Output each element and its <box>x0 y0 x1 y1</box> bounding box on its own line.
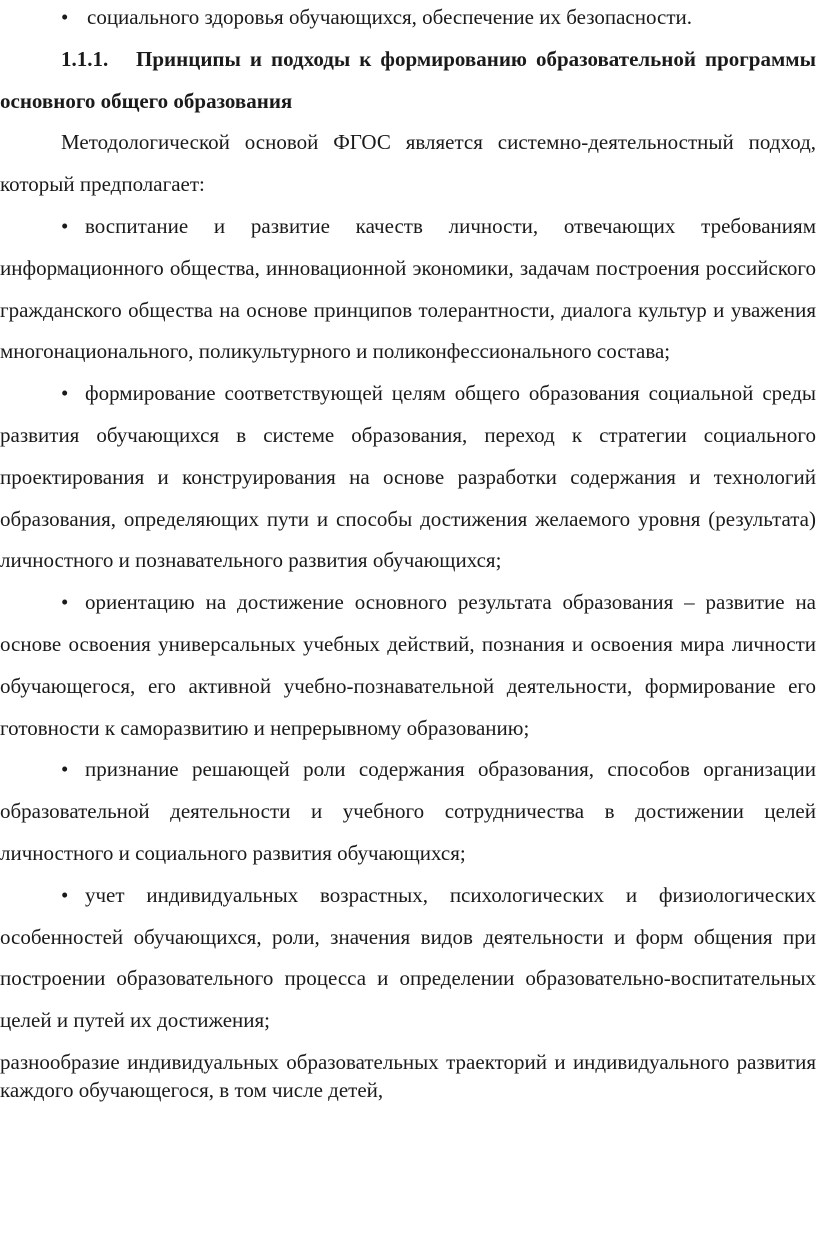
list-item-text: ориентацию на достижение основного результата образования – развитие на основе освоения универсальных учебных действий, познания и освоения мира личности обучающегося, его активной учебно-познавательной деятельности, формирование его готовности к саморазвитию и непрерывному образованию; <box>0 590 816 740</box>
list-item <box>0 582 816 749</box>
section-number: 1.1.1. <box>61 46 109 71</box>
list-item <box>0 373 816 582</box>
bullet-icon: • <box>61 882 69 907</box>
list-item-health <box>0 0 816 39</box>
final-paragraph: разнообразие индивидуальных образовательных траекторий и индивидуального развития каждого обучающегося, в том числе детей, <box>0 1049 816 1102</box>
bullet-icon: • <box>61 5 69 29</box>
list-item <box>0 206 816 373</box>
intro-paragraph: Методологической основой ФГОС является системно-деятельностный подход, который предполагает: <box>0 130 816 197</box>
list-item-text: признание решающей роли содержания образования, способов организации образовательной деятельности и учебного сотрудничества в достижении целей личностного и социального развития обучающихся; <box>0 757 816 865</box>
bullet-icon: • <box>61 590 69 615</box>
section-title: Принципы и подходы к формированию образовательной программы основного общего образования <box>0 46 816 113</box>
list-item-text: воспитание и развитие качеств личности, отвечающих требованиям информационного общества, инновационной экономики, задачам построения российского гражданского общества на основе принципов толерантности, диалога культур и уважения многонационального, поликультурного и поликонфессионального состава; <box>0 213 816 364</box>
bullet-icon: • <box>61 381 69 406</box>
bullet-icon: • <box>61 213 69 238</box>
bullet-icon: • <box>61 757 69 782</box>
list-item <box>0 875 816 1042</box>
section-heading <box>0 39 816 123</box>
list-item-text: учет индивидуальных возрастных, психологических и физиологических особенностей обучающихся, роли, значения видов деятельности и форм общения при построении образовательного процесса и определении образовательно-воспитательных целей и путей их достижения; <box>0 882 816 1033</box>
list-item-text: формирование соответствующей целям общего образования социальной среды развития обучающихся в системе образования, переход к стратегии социального проектирования и конструирования на основе разработки содержания и технологий образования, определяющих пути и способы достижения желаемого уровня (результата) личностного и познавательного развития обучающихся; <box>0 381 816 573</box>
list-item-text: социального здоровья обучающихся, обеспечение их безопасности. <box>87 5 692 29</box>
list-item <box>0 749 816 874</box>
